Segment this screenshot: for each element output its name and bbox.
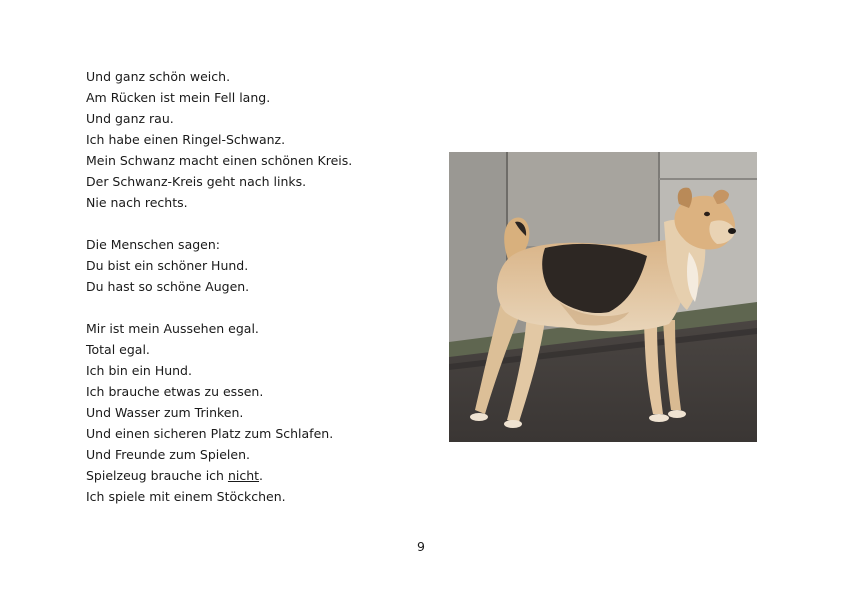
text-line: Total egal. (86, 342, 150, 357)
dog-illustration (449, 152, 757, 442)
story-text (86, 66, 416, 507)
text-line: Und Freunde zum Spielen. (86, 447, 250, 462)
stanza-1 (86, 66, 416, 213)
text-line: Ich habe einen Ringel-Schwanz. (86, 132, 286, 147)
text-segment: . (259, 468, 264, 483)
text-line: Und einen sicheren Platz zum Schlafen. (86, 426, 334, 441)
text-line: Und ganz rau. (86, 111, 174, 126)
text-line: Mein Schwanz macht einen schönen Kreis. (86, 153, 353, 168)
text-line: Ich brauche etwas zu essen. (86, 384, 264, 399)
text-line-emphasis (86, 465, 416, 486)
text-line: Und Wasser zum Trinken. (86, 405, 244, 420)
text-line: Ich bin ein Hund. (86, 363, 192, 378)
text-segment: Spielzeug brauche ich (86, 468, 228, 483)
emphasized-word: nicht (227, 468, 260, 483)
text-line: Mir ist mein Aussehen egal. (86, 321, 259, 336)
text-line: Nie nach rechts. (86, 195, 188, 210)
text-line: Der Schwanz-Kreis geht nach links. (86, 174, 307, 189)
text-line: Am Rücken ist mein Fell lang. (86, 90, 271, 105)
text-line: Ich spiele mit einem Stöckchen. (86, 489, 286, 504)
text-line: Du hast so schöne Augen. (86, 279, 250, 294)
stanza-2 (86, 234, 416, 297)
text-line: Und ganz schön weich. (86, 69, 231, 84)
dog-photo (449, 152, 757, 442)
text-line: Du bist ein schöner Hund. (86, 258, 249, 273)
page-number: 9 (417, 539, 425, 554)
text-line: Die Menschen sagen: (86, 237, 220, 252)
stanza-3 (86, 318, 416, 507)
